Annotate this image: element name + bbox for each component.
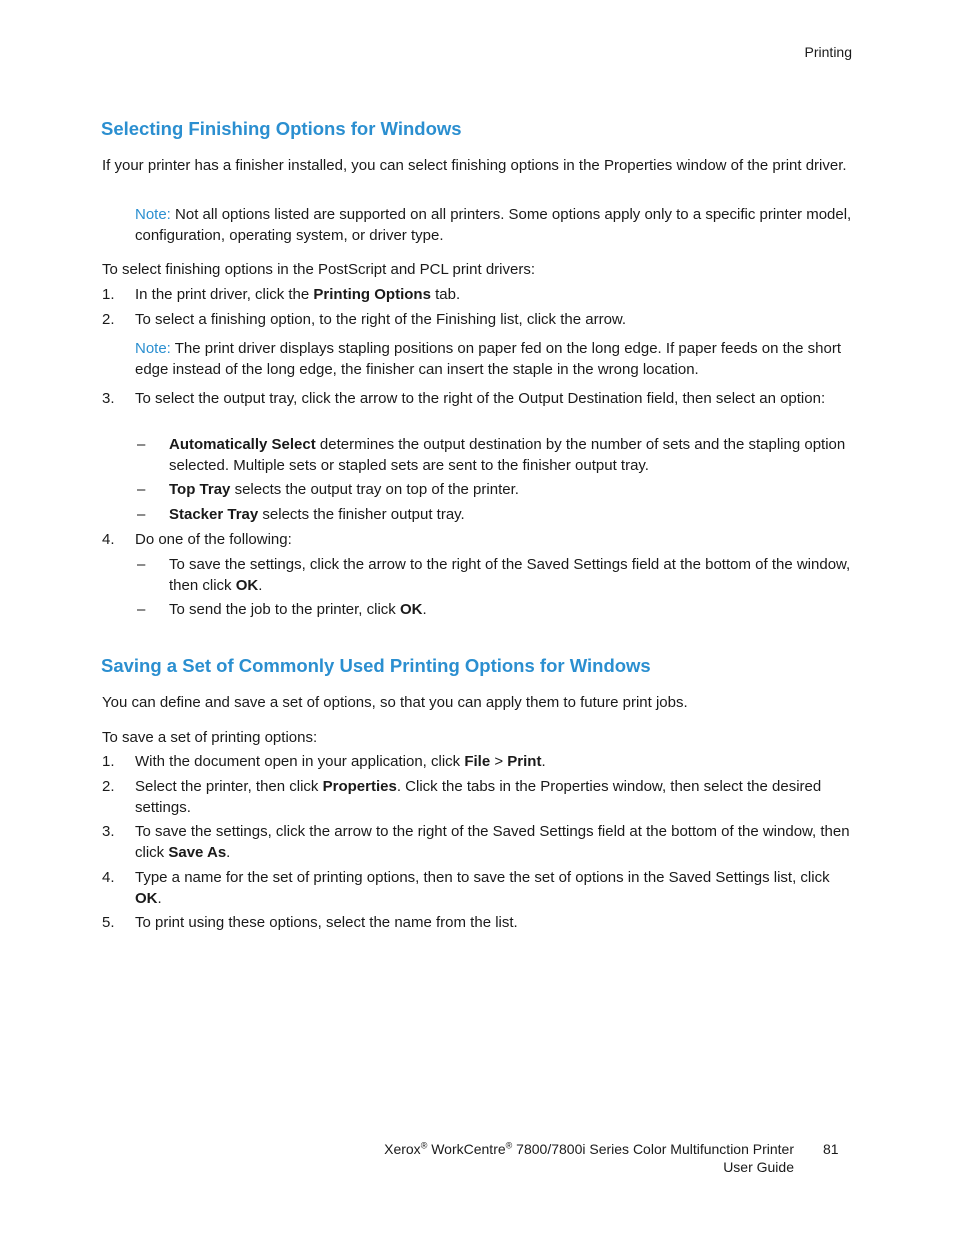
- dash-bullet: –: [137, 556, 146, 573]
- section-heading-saving: Saving a Set of Commonly Used Printing Options for Windows: [101, 655, 651, 676]
- step-text: To select a finishing option, to the right of the Finishing list, click the arrow.: [135, 311, 627, 328]
- note-label: Note:: [135, 206, 171, 223]
- step-text: To save the settings, click the arrow to the right of the Saved Settings field at the bottom of the window, then click Save As.: [135, 823, 850, 861]
- step-number: 5.: [102, 914, 115, 931]
- page-number: 81: [823, 1141, 839, 1157]
- step-number: 2.: [102, 778, 115, 795]
- dash-bullet: –: [137, 481, 146, 498]
- step-number: 1.: [102, 753, 115, 770]
- paragraph-intro: If your printer has a finisher installed, you can select finishing options in the Properties window of the print driver.: [102, 157, 847, 174]
- step-text: Do one of the following:: [135, 531, 292, 548]
- step-text: To print using these options, select the name from the list.: [135, 914, 518, 931]
- step-number: 2.: [102, 311, 115, 328]
- footer-product-line: Xerox® WorkCentre® 7800/7800i Series Color Multifunction Printer: [384, 1140, 794, 1157]
- footer-product: [384, 1140, 794, 1176]
- step-number: 3.: [102, 390, 115, 407]
- step-text: Select the printer, then click Properties. Click the tabs in the Properties window, then select the desired settings.: [135, 778, 822, 816]
- step-number: 1.: [102, 286, 115, 303]
- note-paragraph: Note: The print driver displays stapling positions on paper fed on the long edge. If paper feeds on the short edge instead of the long edge, the finisher can insert the staple in the wrong location.: [135, 340, 842, 378]
- step-text: With the document open in your application, click File > Print.: [135, 753, 546, 770]
- note-paragraph: Note: Not all options listed are supported on all printers. Some options apply only to a specific printer model, configuration, operating system, or driver type.: [135, 206, 852, 244]
- step-number: 3.: [102, 823, 115, 840]
- step-number: 4.: [102, 531, 115, 548]
- sub-item: To save the settings, click the arrow to the right of the Saved Settings field at the bottom of the window, then click OK.: [169, 556, 851, 594]
- running-header: Printing: [804, 44, 852, 60]
- paragraph-lead: To save a set of printing options:: [102, 729, 318, 746]
- note-label: Note:: [135, 340, 171, 357]
- step-text: In the print driver, click the Printing Options tab.: [135, 286, 461, 303]
- section-heading-finishing: Selecting Finishing Options for Windows: [101, 118, 462, 139]
- dash-bullet: –: [137, 436, 146, 453]
- paragraph-intro: You can define and save a set of options, so that you can apply them to future print jobs.: [102, 694, 688, 711]
- sub-item: Stacker Tray selects the finisher output tray.: [169, 506, 465, 523]
- dash-bullet: –: [137, 506, 146, 523]
- step-number: 4.: [102, 869, 115, 886]
- step-text: To select the output tray, click the arrow to the right of the Output Destination field, then select an option:: [135, 390, 826, 407]
- sub-item: To send the job to the printer, click OK.: [169, 601, 427, 618]
- step-text: Type a name for the set of printing options, then to save the set of options in the Saved Settings list, click OK.: [135, 869, 830, 907]
- footer-guide: User Guide: [723, 1159, 794, 1175]
- sub-item: Top Tray selects the output tray on top of the printer.: [169, 481, 519, 498]
- dash-bullet: –: [137, 601, 146, 618]
- paragraph-lead: To select finishing options in the PostScript and PCL print drivers:: [102, 261, 535, 278]
- sub-item: Automatically Select determines the output destination by the number of sets and the stapling option selected. Multiple sets or stapled sets are sent to the finisher output tray.: [169, 436, 846, 474]
